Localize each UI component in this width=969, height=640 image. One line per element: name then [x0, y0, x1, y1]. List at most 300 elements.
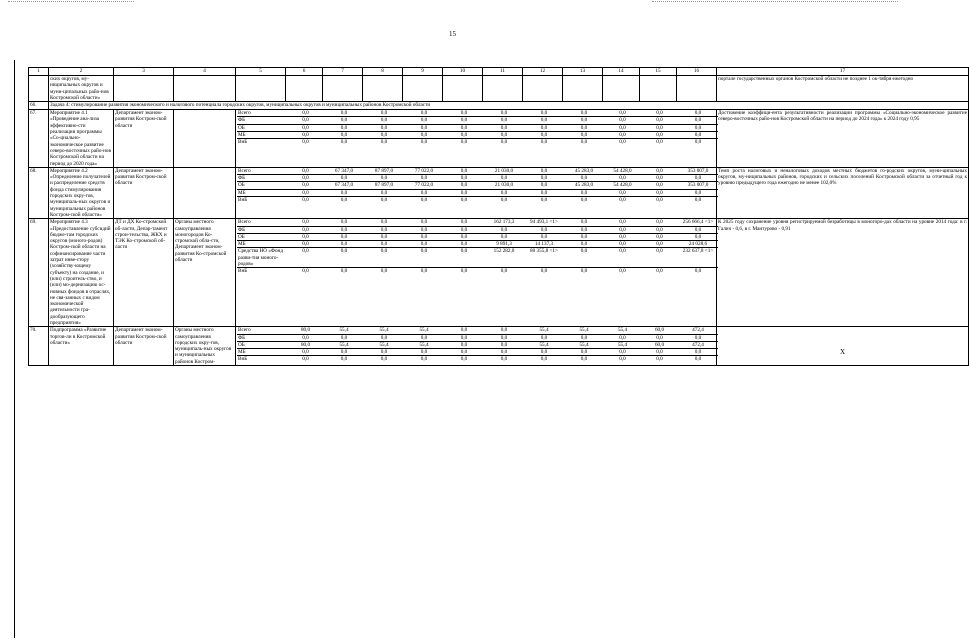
header-row — [29, 68, 969, 76]
funding-value: 0,0 — [364, 132, 404, 139]
funding-value: 0,0 — [678, 189, 718, 196]
funding-value: 0,0 — [484, 132, 524, 139]
funding-value: 0,0 — [364, 233, 404, 240]
funding-value: 55,4 — [364, 327, 404, 334]
funding-value: 0,0 — [524, 110, 564, 117]
funding-value: 0,0 — [444, 233, 484, 240]
funding-value: 0,0 — [364, 117, 404, 124]
funding-value: 0,0 — [364, 175, 404, 182]
empty-cell — [443, 76, 483, 102]
funding-source: ВнБ — [238, 356, 248, 363]
funding-value: 472,4 — [678, 341, 718, 348]
row-number: 69. — [29, 219, 49, 327]
funding-value: 0,0 — [380, 197, 388, 204]
funding-value: 0,0 — [641, 117, 678, 124]
header-cell: 16 — [677, 68, 717, 76]
funding-value: 0,0 — [444, 117, 484, 124]
header-cell: 13 — [563, 68, 603, 76]
funding-value: 0,0 — [619, 356, 626, 363]
funding-value: 0,0 — [287, 349, 324, 356]
empty-cell — [114, 76, 174, 102]
funding-value: 0,0 — [484, 117, 524, 124]
funding-value: 0,0 — [641, 334, 678, 341]
funding-value: 0,0 — [564, 117, 604, 124]
funding-value: 0,0 — [364, 110, 404, 117]
funding-value: 0,0 — [678, 334, 718, 341]
funding-value: 0,0 — [324, 233, 364, 240]
funding-value: 0,0 — [484, 341, 524, 348]
funding-source: МБ — [237, 189, 287, 196]
funding-value: 0,0 — [404, 248, 444, 268]
funding-value: 0,0 — [460, 139, 468, 146]
header-cell: 17 — [717, 68, 969, 76]
funding-value: 0,0 — [380, 356, 388, 363]
funding-value: 0,0 — [564, 219, 604, 226]
funding-value: 0,0 — [694, 268, 702, 275]
funding-value: 0,0 — [564, 132, 604, 139]
funding-value: 0,0 — [460, 197, 468, 204]
empty-cell — [236, 76, 286, 102]
funding-value: 0,0 — [484, 349, 524, 356]
financing-line — [237, 110, 718, 117]
financing-line — [237, 233, 718, 240]
financing-table — [237, 110, 718, 145]
funding-value: 0,0 — [444, 341, 484, 348]
empty-cell — [323, 76, 363, 102]
header-cell: 6 — [286, 68, 323, 76]
financing-table — [237, 219, 718, 274]
funding-value: 0,0 — [484, 189, 524, 196]
event-name: Подпрограмма «Развитие торгов-ли в Костромской области» — [49, 327, 114, 366]
funding-value: 0,0 — [641, 110, 678, 117]
funding-value: 80,0 — [287, 327, 324, 334]
funding-value: 0,0 — [641, 182, 678, 189]
funding-value: 55,4 — [524, 327, 564, 334]
funding-value: 0,0 — [564, 124, 604, 131]
funding-value: 0,0 — [641, 248, 678, 268]
funding-value: 0,0 — [540, 139, 548, 146]
header-cell: 10 — [443, 68, 483, 76]
funding-value: 0,0 — [484, 334, 524, 341]
empty-cell — [563, 76, 603, 102]
financing-block — [236, 219, 717, 327]
financing-line — [237, 248, 718, 268]
funding-value: 0,0 — [364, 248, 404, 268]
funding-value: 0,0 — [404, 124, 444, 131]
financing-line — [237, 268, 718, 275]
funding-value: 0,0 — [604, 349, 641, 356]
funding-value: 0,0 — [484, 226, 524, 233]
header-cell: 15 — [640, 68, 677, 76]
funding-value: 0,0 — [678, 110, 718, 117]
participants — [174, 110, 236, 168]
funding-value: 0,0 — [287, 226, 324, 233]
funding-value: 0,0 — [404, 241, 444, 248]
funding-value: 0,0 — [484, 327, 524, 334]
funding-value: 0,0 — [678, 124, 718, 131]
financing-block — [236, 167, 717, 218]
financing-line — [237, 219, 718, 226]
page-number: 15 — [449, 30, 456, 38]
funding-value: 0,0 — [484, 124, 524, 131]
funding-value: 0,0 — [540, 268, 548, 275]
funding-source: ВнБ — [238, 268, 248, 275]
funding-source: ФБ — [237, 334, 287, 341]
table-row — [29, 110, 969, 168]
funding-value: 0,0 — [564, 241, 604, 248]
financing-line — [237, 349, 718, 356]
expected-result: портале государственных органов Костромской области не позднее 1 ок-тября ежегодно — [717, 76, 969, 102]
funding-value: 0,0 — [484, 110, 524, 117]
responsible-executor: Департамент эконом-развития Костром-ской области — [114, 167, 174, 218]
funding-value: 0,0 — [678, 117, 718, 124]
funding-value: 0,0 — [404, 334, 444, 341]
continuation-row — [29, 76, 969, 102]
funding-value: 0,0 — [641, 233, 678, 240]
event-name: Мероприятие 4.2 «Определение получателей и распределение средств фонда стимулирования городских окру-гов, муниципаль-ных округов и муниципальных районов Костром-ской области» — [49, 167, 114, 218]
funding-value: 0,0 — [444, 219, 484, 226]
task-row — [29, 102, 969, 110]
funding-value: 80 355,8 <1> — [524, 248, 564, 268]
empty-cell — [483, 76, 523, 102]
funding-value: 0,0 — [324, 349, 364, 356]
funding-value: 54 428,0 — [604, 182, 641, 189]
funding-value: 0,0 — [404, 219, 444, 226]
funding-source: МБ — [237, 241, 287, 248]
header-cell: 11 — [483, 68, 523, 76]
expected-result: К 2025 году сохранение уровня регистрируемой безработицы в моногоро-дах области на уровне 2014 года: в г. Галич - 0,6, в г. Мантурово - 0,91 — [717, 219, 969, 327]
funding-source: ФБ — [237, 226, 287, 233]
funding-value: 0,0 — [444, 189, 484, 196]
responsible-executor: Департамент эконом-развития Костром-ской области — [114, 110, 174, 168]
funding-value: 55,4 — [324, 341, 364, 348]
funding-value: 55,4 — [324, 327, 364, 334]
funding-value: 232 637,8 <1> — [678, 248, 718, 268]
funding-value: 0,0 — [404, 349, 444, 356]
event-name: Мероприятие 4.1 «Проведение ана-лиза эффективно-сти реализации программы «Со-циально-экономическое развитие северо-восточных райо-нов Костромской области на период до 2020 года» — [49, 110, 114, 168]
funding-value: 0,0 — [302, 197, 309, 204]
funding-value: 0,0 — [641, 226, 678, 233]
funding-value: 0,0 — [340, 139, 348, 146]
funding-value: 0,0 — [302, 268, 309, 275]
funding-value: 0,0 — [404, 117, 444, 124]
funding-value: 45 283,0 — [564, 182, 604, 189]
funding-value: 0,0 — [444, 327, 484, 334]
header-cell: 1 — [29, 68, 49, 76]
funding-value: 0,0 — [324, 226, 364, 233]
funding-value: 0,0 — [604, 175, 641, 182]
funding-value: 67 347,0 — [324, 182, 364, 189]
top-rule-right — [652, 1, 898, 2]
expected-result: Темп роста налоговых и неналоговых доходов местных бюджетов го-родских округов, муни-ципальных округов, му-ниципальных районов, городских и сельских поселений Костромской области за отчетный год к уровню предыдущего года ежегодно не менее 102,0% — [717, 167, 969, 218]
funding-value: 0,0 — [324, 175, 364, 182]
funding-value: 0,0 — [302, 139, 309, 146]
funding-value: 0,0 — [604, 110, 641, 117]
funding-value: 0,0 — [444, 182, 484, 189]
funding-value: 0,0 — [524, 175, 564, 182]
funding-source: ОБ — [237, 182, 287, 189]
funding-value: 67 347,0 — [324, 168, 364, 175]
funding-value: 0,0 — [580, 197, 588, 204]
funding-value: 0,0 — [619, 197, 626, 204]
funding-value: 0,0 — [444, 226, 484, 233]
funding-value: 0,0 — [287, 124, 324, 131]
funding-value: 0,0 — [564, 110, 604, 117]
funding-value: 0,0 — [678, 226, 718, 233]
funding-value: 0,0 — [460, 268, 468, 275]
funding-value: 0,0 — [324, 124, 364, 131]
funding-value: 0,0 — [641, 168, 678, 175]
financing-line — [237, 175, 718, 182]
funding-value: 0,0 — [678, 132, 718, 139]
funding-value: 55,4 — [604, 327, 641, 334]
header-cell: 2 — [49, 68, 114, 76]
funding-value: 87 897,0 — [364, 168, 404, 175]
financing-table — [237, 327, 718, 362]
financing-line — [237, 327, 718, 334]
funding-value: 0,0 — [678, 233, 718, 240]
funding-value: 0,0 — [500, 268, 508, 275]
funding-value: 0,0 — [656, 356, 663, 363]
expected-result — [717, 327, 969, 366]
funding-value: 0,0 — [540, 356, 548, 363]
funding-value: 0,0 — [678, 349, 718, 356]
empty-cell — [603, 76, 640, 102]
not-applicable-mark: X — [839, 348, 846, 357]
funding-value: 0,0 — [404, 189, 444, 196]
funding-value: 87 897,0 — [364, 182, 404, 189]
row-number: 67. — [29, 110, 49, 168]
financing-line — [237, 117, 718, 124]
participants: Органы местного самоуправления моногородов Ко-стромской обла-сти, Департамент эконом-развития Ко-стромской области — [174, 219, 236, 327]
funding-value: 0,0 — [619, 268, 626, 275]
funding-value: 55,4 — [364, 341, 404, 348]
funding-value: 0,0 — [604, 226, 641, 233]
funding-source: Всего — [237, 168, 287, 175]
funding-value: 0,0 — [500, 356, 508, 363]
funding-value: 0,0 — [287, 117, 324, 124]
funding-source: ВнБ — [238, 197, 248, 204]
funding-value: 0,0 — [656, 139, 663, 146]
participants: Органы местного самоуправления городских окру-гов, муниципаль-ных округов и муниципальных районов Костром- — [174, 327, 236, 366]
row-number: 68. — [29, 167, 49, 218]
funding-value: 0,0 — [641, 175, 678, 182]
header-cell: 9 — [403, 68, 443, 76]
funding-value: 0,0 — [524, 226, 564, 233]
funding-source: Всего — [237, 327, 287, 334]
funding-value: 472,4 — [678, 327, 718, 334]
funding-value: 77 022,0 — [404, 182, 444, 189]
funding-value: 55,4 — [404, 327, 444, 334]
funding-value: 0,0 — [500, 197, 508, 204]
funding-value: 0,0 — [364, 189, 404, 196]
funding-value: 0,0 — [364, 334, 404, 341]
funding-source: ОБ — [237, 341, 287, 348]
row-number: 70. — [29, 327, 49, 366]
financing-line — [237, 197, 718, 204]
funding-value: 55,4 — [524, 341, 564, 348]
funding-value: 0,0 — [444, 349, 484, 356]
financing-line — [237, 189, 718, 196]
financing-line — [237, 132, 718, 139]
responsible-executor: ДТ и ДХ Ко-стромской об-ласти, Депар-тамент строи-тельства, ЖКХ и ТЭК Ко-стромской об-ласти — [114, 219, 174, 327]
funding-value: 0,0 — [678, 175, 718, 182]
funding-value: 0,0 — [694, 139, 702, 146]
funding-source: ОБ — [237, 233, 287, 240]
funding-value: 0,0 — [324, 117, 364, 124]
funding-value: 0,0 — [641, 349, 678, 356]
empty-cell — [640, 76, 677, 102]
funding-value: 0,0 — [641, 241, 678, 248]
scan-edge-line — [14, 60, 15, 638]
funding-value: 0,0 — [564, 349, 604, 356]
funding-value: 0,0 — [364, 349, 404, 356]
funding-value: 0,0 — [287, 110, 324, 117]
funding-source: МБ — [237, 132, 287, 139]
financing-line — [237, 341, 718, 348]
funding-value: 0,0 — [287, 241, 324, 248]
funding-value: 60,0 — [641, 327, 678, 334]
funding-value: 0,0 — [524, 124, 564, 131]
funding-value: 0,0 — [641, 124, 678, 131]
event-name: Мероприятие 4.3 «Предоставление субсидий бюдже-там городских округов (моного-родов) Костром-ской области на софинансирование части затрат инве-стору (хозяйству-ющему субъекту) на создание, и (или) строитель-ство, и (или) мо-дернизацию ос-новных фондов в отраслях, не свя-занных с видом экономической деятельности гра-дообразующего предприятия» — [49, 219, 114, 327]
funding-value: 0,0 — [404, 233, 444, 240]
funding-value: 0,0 — [420, 139, 428, 146]
empty-cell — [403, 76, 443, 102]
funding-value: 55,4 — [604, 341, 641, 348]
funding-value: 0,0 — [604, 219, 641, 226]
row-number — [29, 76, 49, 102]
funding-value: 0,0 — [641, 189, 678, 196]
funding-value: 0,0 — [694, 356, 702, 363]
funding-value: 0,0 — [524, 168, 564, 175]
funding-value: 24 028,6 — [678, 241, 718, 248]
participants — [174, 167, 236, 218]
funding-value: 0,0 — [420, 268, 428, 275]
funding-value: 0,0 — [564, 189, 604, 196]
funding-value: 256 666,4 <1> — [678, 219, 718, 226]
funding-value: 0,0 — [404, 110, 444, 117]
funding-value: 0,0 — [364, 241, 404, 248]
header-cell: 12 — [523, 68, 563, 76]
funding-value: 0,0 — [444, 175, 484, 182]
funding-source: Всего — [237, 110, 287, 117]
program-table — [28, 67, 969, 366]
funding-value: 0,0 — [444, 241, 484, 248]
funding-value: 0,0 — [656, 268, 663, 275]
funding-value: 0,0 — [580, 268, 588, 275]
financing-line — [237, 356, 718, 363]
funding-value: 0,0 — [564, 233, 604, 240]
funding-value: 21 030,0 — [484, 182, 524, 189]
funding-value: 0,0 — [420, 197, 428, 204]
funding-source: ФБ — [237, 117, 287, 124]
funding-value: 0,0 — [302, 356, 309, 363]
header-cell: 4 — [174, 68, 236, 76]
funding-source: ВнБ — [238, 139, 248, 146]
funding-value: 0,0 — [324, 248, 364, 268]
funding-value: 0,0 — [460, 356, 468, 363]
funding-value: 0,0 — [484, 233, 524, 240]
funding-value: 0,0 — [324, 241, 364, 248]
empty-cell — [286, 76, 323, 102]
funding-value: 0,0 — [604, 241, 641, 248]
funding-value: 0,0 — [524, 233, 564, 240]
funding-value: 0,0 — [324, 219, 364, 226]
funding-value: 0,0 — [641, 132, 678, 139]
header-cell: 5 — [236, 68, 286, 76]
funding-value: 0,0 — [324, 110, 364, 117]
funding-value: 0,0 — [444, 124, 484, 131]
funding-value: 0,0 — [524, 132, 564, 139]
funding-value: 0,0 — [524, 334, 564, 341]
funding-value: 0,0 — [287, 189, 324, 196]
funding-value: 0,0 — [380, 139, 388, 146]
funding-value: 54 428,0 — [604, 168, 641, 175]
funding-value: 55,4 — [404, 341, 444, 348]
funding-source: ОБ — [237, 124, 287, 131]
funding-value: 0,0 — [324, 189, 364, 196]
funding-source: ФБ — [237, 175, 287, 182]
table-row — [29, 219, 969, 327]
funding-value: 0,0 — [604, 189, 641, 196]
funding-value: 0,0 — [380, 268, 388, 275]
funding-value: 0,0 — [287, 168, 324, 175]
funding-value: 0,0 — [404, 226, 444, 233]
row-number: 66. — [29, 102, 49, 110]
funding-value: 152 282,0 — [484, 248, 524, 268]
funding-value: 0,0 — [604, 334, 641, 341]
empty-cell — [523, 76, 563, 102]
funding-value: 353 007,0 — [678, 182, 718, 189]
funding-value: 0,0 — [604, 124, 641, 131]
header-cell: 7 — [323, 68, 363, 76]
funding-value: 80,0 — [287, 341, 324, 348]
task-title: Задача 4: стимулирование развития экономического и налогового потенциала городских округов, муниципальных округов и муниципальных районов Костромской области — [49, 102, 969, 110]
financing-line — [237, 182, 718, 189]
funding-value: 0,0 — [364, 226, 404, 233]
funding-value: 0,0 — [287, 219, 324, 226]
financing-block — [236, 110, 717, 168]
funding-value: 0,0 — [641, 219, 678, 226]
funding-value: 0,0 — [404, 175, 444, 182]
empty-cell — [677, 76, 717, 102]
funding-value: 0,0 — [287, 233, 324, 240]
funding-value: 0,0 — [444, 248, 484, 268]
financing-line — [237, 334, 718, 341]
financing-line — [237, 168, 718, 175]
funding-value: 21 030,0 — [484, 168, 524, 175]
funding-value: 162 173,3 — [484, 219, 524, 226]
financing-line — [237, 241, 718, 248]
table-row — [29, 327, 969, 366]
table-row — [29, 167, 969, 218]
funding-value: 0,0 — [524, 349, 564, 356]
funding-value: 0,0 — [287, 132, 324, 139]
funding-value: 0,0 — [287, 182, 324, 189]
financing-line — [237, 226, 718, 233]
funding-value: 9 891,3 — [484, 241, 524, 248]
funding-value: 0,0 — [564, 334, 604, 341]
funding-value: 60,0 — [641, 341, 678, 348]
funding-value: 0,0 — [404, 132, 444, 139]
funding-value: 0,0 — [444, 132, 484, 139]
funding-value: 0,0 — [287, 334, 324, 341]
funding-value: 0,0 — [619, 139, 626, 146]
funding-value: 0,0 — [324, 334, 364, 341]
funding-source: Всего — [237, 219, 287, 226]
funding-value: 0,0 — [340, 268, 348, 275]
